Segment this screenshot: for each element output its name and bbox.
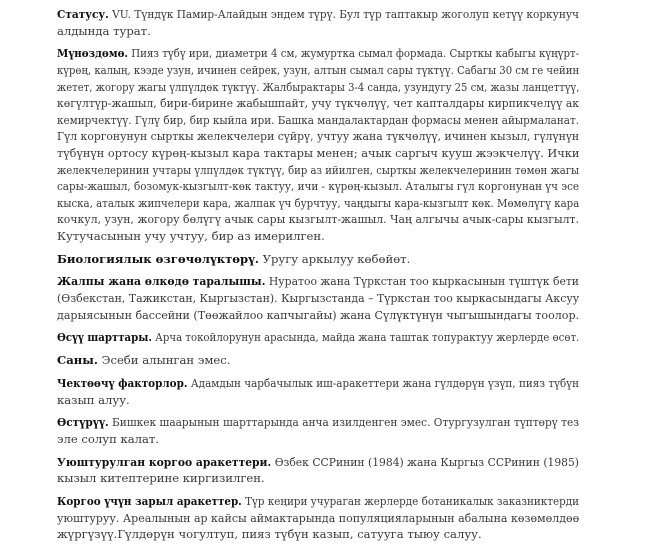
- section-text: кочкул, узун, жогору бөлүгү ачык сары кызгылт-жашыл. Чаң алгычы ачык-сары кызгылт.: [57, 212, 579, 227]
- section-cultivation: [57, 414, 579, 447]
- section-text: дарыясынын бассейни (Төөжайлоо капчыгайы) жана Сүлүктүнүн чыгышындагы тоолор.: [57, 307, 580, 322]
- section-text: жетет, жогору жагы үлпүлдөк түктүү. Жалбырактары 3-4 санда, узундугу 25 см, жазы ланцеттүү,: [57, 79, 580, 94]
- section-text: кыска, аталык жипчелери кара, жалпак үч бурчтуу, чаңдыгы кара-кызгылт көк. Мөмөлүгү кара: [57, 195, 580, 210]
- section-text: уюштуруу. Ареалынын ар кайсы аймактарында популяцияларынын абалына көзөмөлдөө: [57, 510, 580, 525]
- section-text: (Өзбекстан, Тажикстан, Кыргызстан). Кыргызстанда – Түркстан тоо кыркасындагы Аксуу: [57, 291, 580, 306]
- section-text: казып алуу.: [57, 392, 130, 407]
- section-text: Нуратоо жана Түркстан тоо кыркасынын түштүк бети: [265, 274, 579, 289]
- section-limiting-factors: [57, 375, 579, 408]
- section-required-measures: [57, 493, 579, 543]
- section-text: Түр кеңири учураган жерлерде ботаникалык заказниктерди: [241, 494, 579, 509]
- section-text: көгүлтүр-жашыл, бири-бирине жабышпайт, учу түкчөлүү, чет капталдары кирпикчелүү ак: [57, 96, 579, 111]
- section-text: Гүл коргонунун сырткы желекчелери сүйрү, учтуу жана түкчөлүү, ичинен кызыл, гүлүнүн: [57, 129, 580, 144]
- document-page: [57, 6, 579, 549]
- section-heading: Биологиялык өзгөчөлүктөрү.: [57, 251, 259, 266]
- section-text: Арча токойлорунун арасында, майда жана таштак топурактуу жерлерде өсөт.: [151, 330, 580, 345]
- section-text: Уругу аркылуу көбөйөт.: [258, 251, 411, 266]
- section-text: VU. Түндүк Памир-Алайдын эндем түрү. Бул түр таптакыр жоголуп кетүү коркунуч: [108, 7, 579, 21]
- section-protection-measures: [57, 454, 579, 487]
- section-heading: Саны.: [57, 353, 98, 368]
- section-text: Адамдын чарбачылык иш-аракеттери жана гүлдөрүн үзүп, пияз түбүн: [187, 376, 579, 390]
- section-text: Бишкек шаарынын шарттарында анча изилденген эмес. Отургузулган түптөрү тез: [108, 415, 579, 430]
- section-text: Өзбек ССРинин (1984) жана Кыргыз ССРинин (1985): [271, 454, 579, 469]
- section-text: алдында турат.: [57, 23, 151, 38]
- section-heading: Коргоо үчүн зарыл аракеттер.: [57, 494, 242, 509]
- section-heading: Мүнөздөмө.: [57, 46, 128, 61]
- section-text: кызыл китептерине киргизилген.: [57, 471, 265, 486]
- section-description: [57, 45, 579, 244]
- section-heading: Өстүрүү.: [57, 415, 109, 430]
- section-text: сары-жашыл, бозомук-кызгылт-көк тактуу, ичи - күрөң-кызыл. Аталыгы гүл коргонунан үч эсе: [57, 179, 579, 194]
- section-text: Кутучасынын учу учтуу, бир аз имерилген.: [57, 228, 325, 243]
- section-growth-conditions: [57, 329, 579, 346]
- section-heading: Жалпы жана өлкөдө таралышы.: [57, 274, 266, 289]
- section-heading: Өсүү шарттары.: [57, 330, 152, 345]
- section-text: күрөң, калың, кээде узун, ичинен сейрек, узун, алтын сымал сары түктүү. Сабагы 30 см ге чейин: [57, 62, 580, 77]
- section-text: түбүнүн ортосу күрөң-кызыл кара тактары менен; ачык саргыч кууш жээкчелүү. Ички: [57, 145, 580, 160]
- section-heading: Чектөөчү факторлор.: [57, 376, 188, 390]
- section-text: Пияз түбү ири, диаметри 4 см, жумуртка сымал формада. Сырткы кабыгы күңүрт-: [127, 46, 580, 61]
- section-text: кемирчектүү. Гүлү бир, бир кыйла ири. Башка мандалактардан формасы менен айырмаланат.: [57, 112, 579, 127]
- section-text: эле солуп калат.: [57, 431, 160, 446]
- section-text: жүргүзүү.Гүлдөрүн чогултуп, пияз түбүн казып, сатууга тыюу салуу.: [57, 527, 482, 542]
- section-heading: Уюштурулган коргоо аракеттери.: [57, 454, 272, 469]
- section-population: [57, 352, 579, 369]
- section-heading: Статусу.: [57, 7, 109, 21]
- section-distribution: [57, 273, 579, 323]
- section-status: [57, 6, 579, 39]
- section-text: Эсеби алынган эмес.: [97, 353, 231, 368]
- section-text: желекчелеринин учтары үлпүлдөк түктүү, бир аз ийилген, сырткы желекчелеринин төмөн жагы: [57, 162, 580, 177]
- section-biology: [57, 251, 579, 268]
